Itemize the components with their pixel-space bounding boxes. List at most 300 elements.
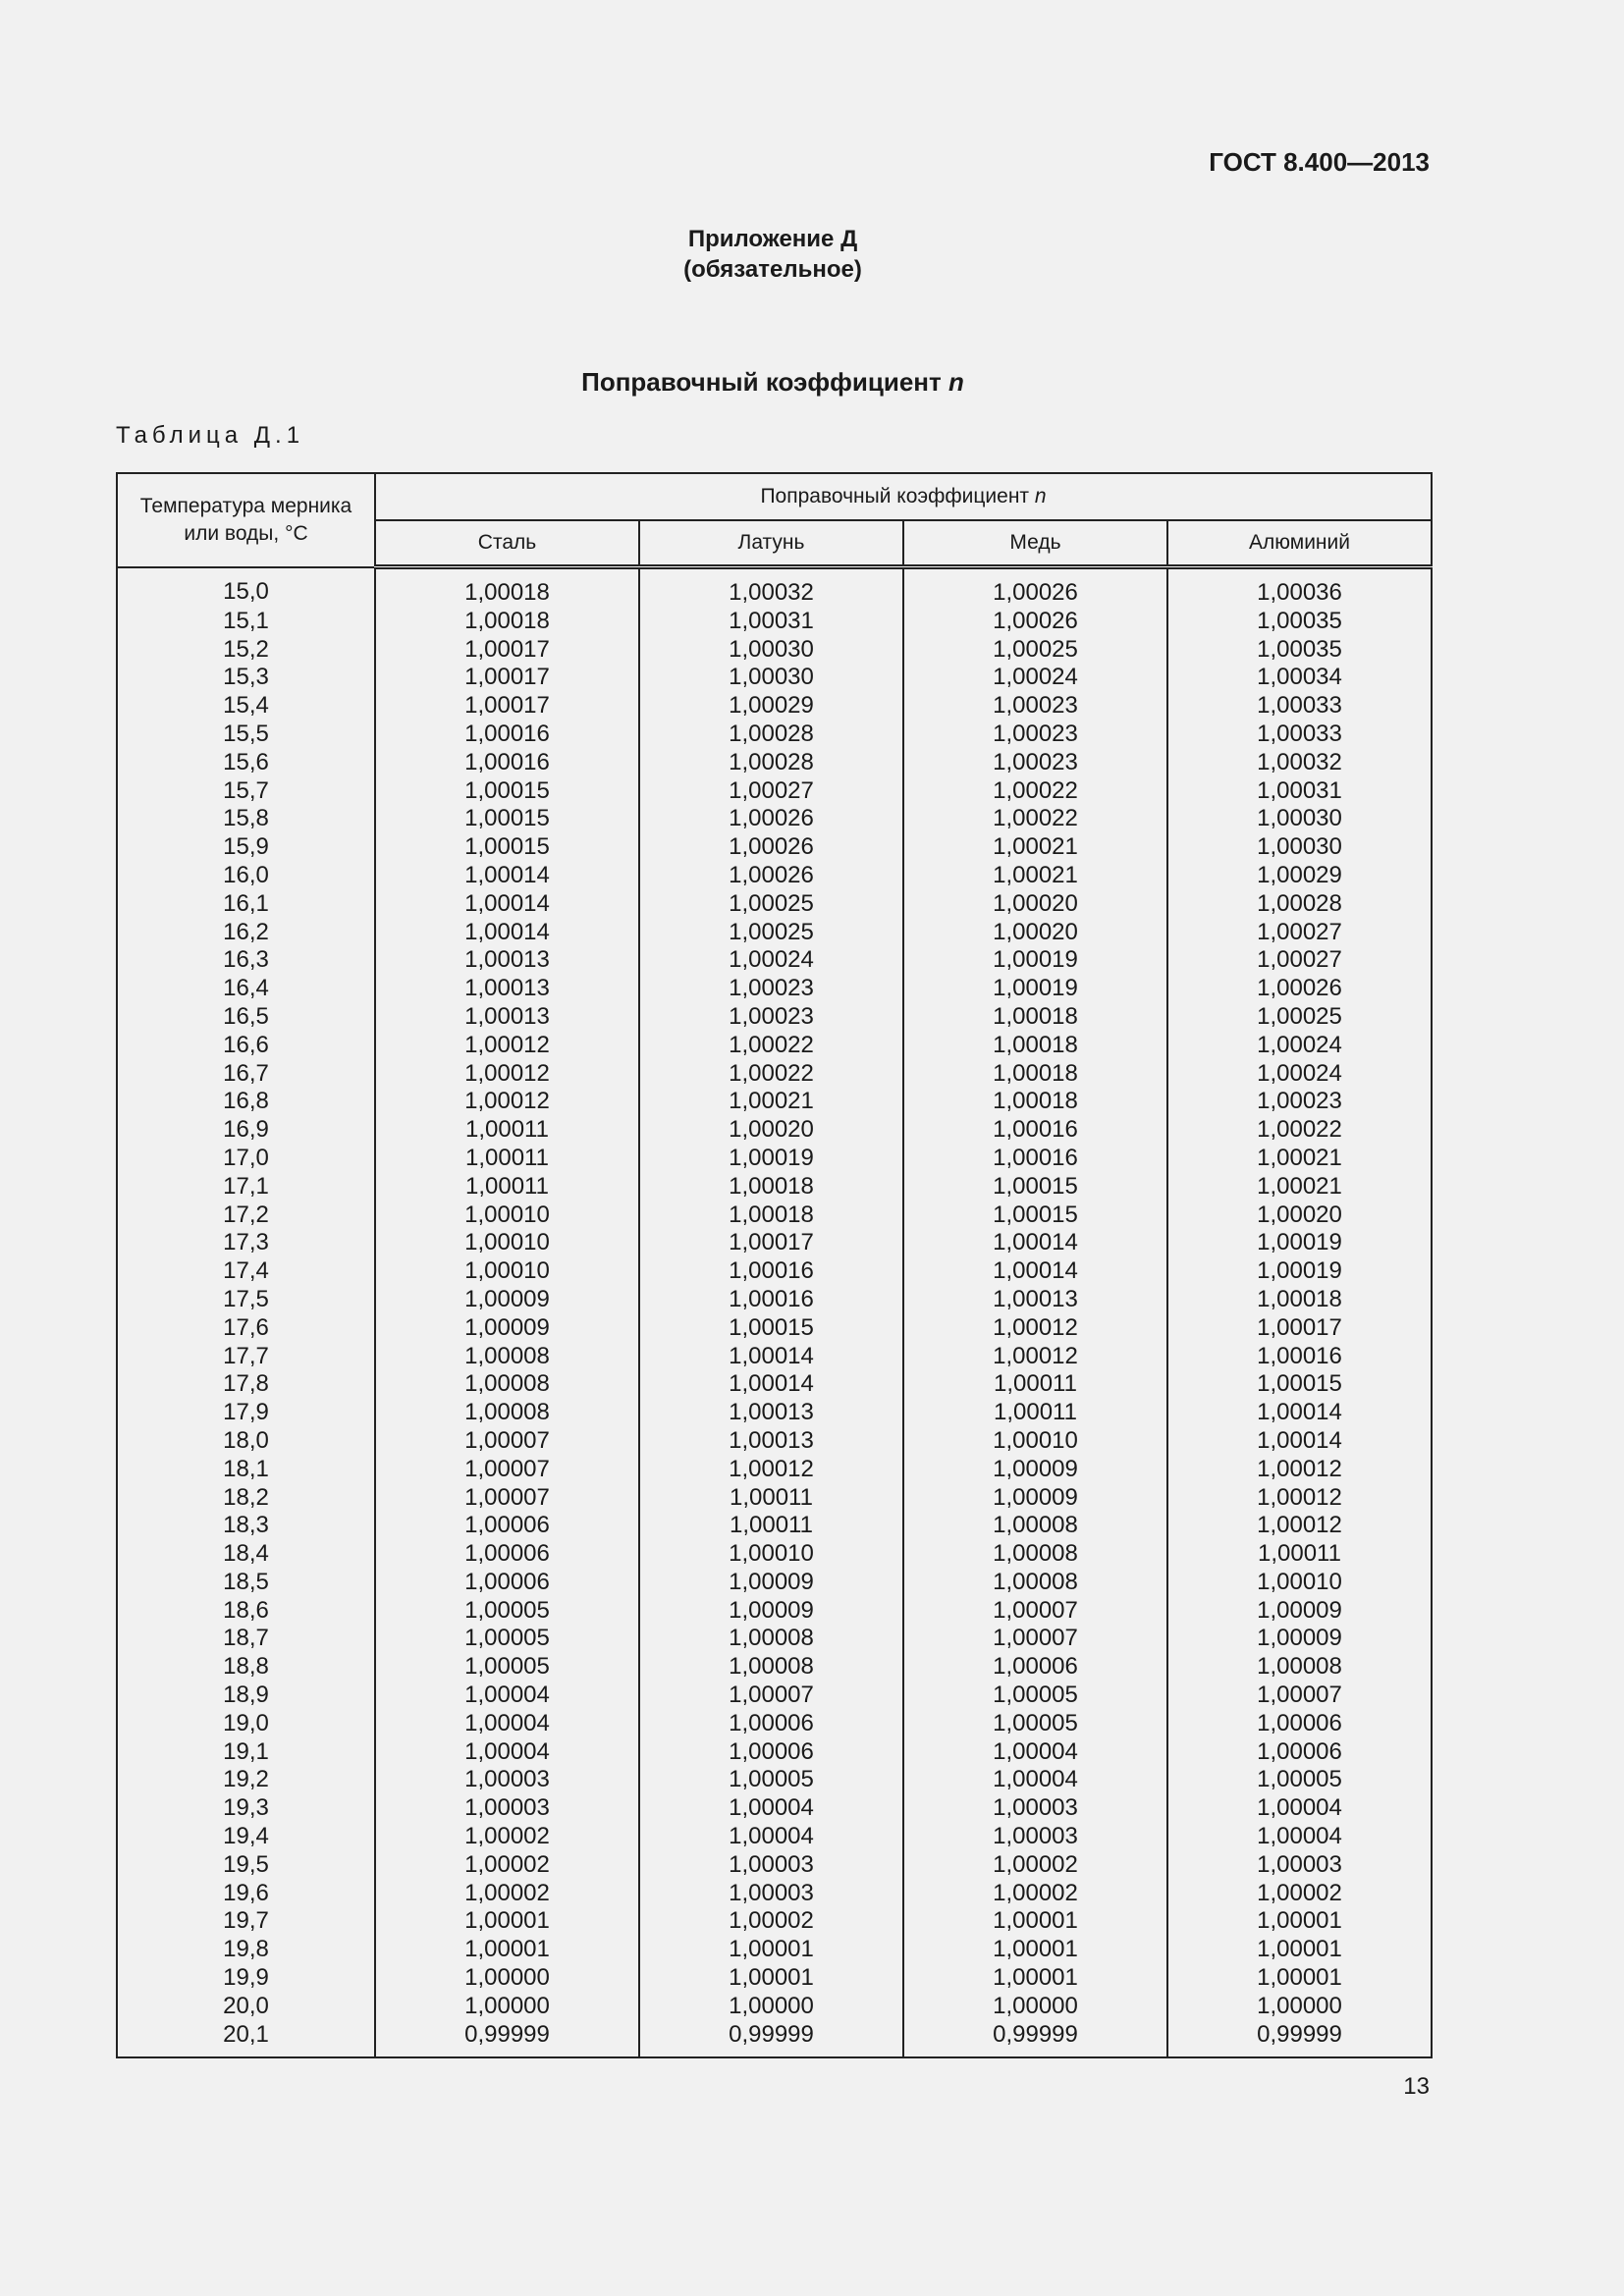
cell-steel: 0,99999 [375, 2021, 639, 2058]
cell-copper: 1,00004 [903, 1738, 1167, 1767]
cell-temperature: 15,4 [117, 692, 375, 721]
cell-temperature: 19,5 [117, 1851, 375, 1880]
cell-temperature: 19,2 [117, 1766, 375, 1794]
table-row [117, 1286, 1432, 1314]
cell-temperature: 16,2 [117, 919, 375, 947]
cell-steel: 1,00005 [375, 1653, 639, 1682]
cell-copper: 1,00008 [903, 1512, 1167, 1540]
appendix-heading [0, 224, 1545, 285]
cell-copper: 1,00011 [903, 1370, 1167, 1399]
cell-aluminium: 1,00024 [1167, 1060, 1432, 1089]
table-label: Таблица Д.1 [116, 422, 305, 449]
table-row [117, 636, 1432, 665]
cell-temperature: 19,1 [117, 1738, 375, 1767]
cell-temperature: 17,3 [117, 1229, 375, 1257]
cell-aluminium: 1,00030 [1167, 833, 1432, 862]
cell-copper: 1,00015 [903, 1201, 1167, 1230]
cell-steel: 1,00001 [375, 1907, 639, 1936]
cell-aluminium: 1,00021 [1167, 1145, 1432, 1173]
cell-brass: 1,00023 [639, 1003, 903, 1032]
cell-copper: 1,00025 [903, 636, 1167, 665]
cell-steel: 1,00002 [375, 1823, 639, 1851]
cell-steel: 1,00009 [375, 1286, 639, 1314]
cell-brass: 1,00009 [639, 1569, 903, 1597]
cell-brass: 1,00012 [639, 1456, 903, 1484]
cell-temperature: 18,7 [117, 1625, 375, 1653]
cell-brass: 1,00029 [639, 692, 903, 721]
cell-brass: 1,00028 [639, 749, 903, 777]
cell-aluminium: 1,00003 [1167, 1851, 1432, 1880]
cell-brass: 1,00004 [639, 1794, 903, 1823]
cell-copper: 1,00022 [903, 777, 1167, 806]
cell-copper: 1,00005 [903, 1710, 1167, 1738]
cell-copper: 1,00001 [903, 1936, 1167, 1964]
cell-steel: 1,00008 [375, 1370, 639, 1399]
cell-temperature: 19,7 [117, 1907, 375, 1936]
coefficient-group-header [375, 473, 1432, 520]
cell-steel: 1,00017 [375, 636, 639, 665]
cell-steel: 1,00002 [375, 1880, 639, 1908]
cell-temperature: 15,7 [117, 777, 375, 806]
table-row [117, 1569, 1432, 1597]
cell-temperature: 16,4 [117, 975, 375, 1003]
table-row [117, 1512, 1432, 1540]
cell-copper: 1,00003 [903, 1794, 1167, 1823]
cell-steel: 1,00002 [375, 1851, 639, 1880]
cell-brass: 1,00023 [639, 975, 903, 1003]
cell-temperature: 18,2 [117, 1484, 375, 1513]
cell-aluminium: 1,00035 [1167, 608, 1432, 636]
table-row [117, 1427, 1432, 1456]
cell-brass: 1,00006 [639, 1710, 903, 1738]
cell-aluminium: 1,00012 [1167, 1456, 1432, 1484]
cell-steel: 1,00011 [375, 1116, 639, 1145]
cell-aluminium: 0,99999 [1167, 2021, 1432, 2058]
cell-copper: 1,00023 [903, 749, 1167, 777]
cell-copper: 1,00020 [903, 890, 1167, 919]
cell-copper: 1,00011 [903, 1399, 1167, 1427]
cell-brass: 1,00013 [639, 1427, 903, 1456]
cell-steel: 1,00006 [375, 1512, 639, 1540]
cell-brass: 1,00025 [639, 919, 903, 947]
table-row [117, 1257, 1432, 1286]
table-row [117, 1088, 1432, 1116]
cell-brass: 1,00003 [639, 1851, 903, 1880]
cell-steel: 1,00017 [375, 664, 639, 692]
cell-brass: 1,00030 [639, 636, 903, 665]
cell-steel: 1,00013 [375, 946, 639, 975]
table-row [117, 946, 1432, 975]
cell-brass: 1,00026 [639, 862, 903, 890]
column-header-steel: Сталь [375, 520, 639, 567]
appendix-title: Приложение Д [687, 226, 858, 252]
cell-temperature: 19,8 [117, 1936, 375, 1964]
cell-temperature: 15,9 [117, 833, 375, 862]
cell-steel: 1,00004 [375, 1710, 639, 1738]
cell-aluminium: 1,00030 [1167, 805, 1432, 833]
column-header-copper: Медь [903, 520, 1167, 567]
cell-aluminium: 1,00012 [1167, 1484, 1432, 1513]
cell-temperature: 18,0 [117, 1427, 375, 1456]
cell-aluminium: 1,00004 [1167, 1794, 1432, 1823]
cell-brass: 1,00014 [639, 1343, 903, 1371]
table-row [117, 721, 1432, 749]
cell-copper: 1,00000 [903, 1993, 1167, 2021]
cell-steel: 1,00007 [375, 1484, 639, 1513]
table-row [117, 1370, 1432, 1399]
cell-temperature: 17,9 [117, 1399, 375, 1427]
cell-copper: 1,00004 [903, 1766, 1167, 1794]
table-row [117, 1625, 1432, 1653]
table-row [117, 608, 1432, 636]
cell-copper: 1,00007 [903, 1597, 1167, 1626]
cell-steel: 1,00011 [375, 1145, 639, 1173]
cell-temperature: 17,5 [117, 1286, 375, 1314]
cell-steel: 1,00013 [375, 1003, 639, 1032]
table-row [117, 862, 1432, 890]
cell-copper: 1,00016 [903, 1145, 1167, 1173]
cell-copper: 1,00019 [903, 946, 1167, 975]
cell-steel: 1,00004 [375, 1738, 639, 1767]
cell-copper: 0,99999 [903, 2021, 1167, 2058]
table-row [117, 1653, 1432, 1682]
cell-brass: 1,00015 [639, 1314, 903, 1343]
table-row [117, 1399, 1432, 1427]
cell-steel: 1,00010 [375, 1229, 639, 1257]
cell-aluminium: 1,00021 [1167, 1173, 1432, 1201]
cell-brass: 1,00016 [639, 1257, 903, 1286]
cell-aluminium: 1,00006 [1167, 1710, 1432, 1738]
cell-aluminium: 1,00026 [1167, 975, 1432, 1003]
cell-brass: 1,00018 [639, 1173, 903, 1201]
cell-steel: 1,00018 [375, 608, 639, 636]
cell-temperature: 18,4 [117, 1540, 375, 1569]
table-row [117, 1484, 1432, 1513]
cell-steel: 1,00003 [375, 1794, 639, 1823]
cell-brass: 1,00013 [639, 1399, 903, 1427]
coefficient-header-text: Поправочный коэффициент [760, 485, 1035, 507]
cell-aluminium: 1,00031 [1167, 777, 1432, 806]
cell-temperature: 19,9 [117, 1964, 375, 1993]
cell-temperature: 15,3 [117, 664, 375, 692]
cell-brass: 1,00026 [639, 833, 903, 862]
cell-temperature: 15,6 [117, 749, 375, 777]
cell-copper: 1,00026 [903, 567, 1167, 608]
cell-aluminium: 1,00022 [1167, 1116, 1432, 1145]
cell-aluminium: 1,00035 [1167, 636, 1432, 665]
cell-copper: 1,00012 [903, 1343, 1167, 1371]
cell-aluminium: 1,00027 [1167, 919, 1432, 947]
cell-brass: 1,00011 [639, 1512, 903, 1540]
cell-temperature: 18,3 [117, 1512, 375, 1540]
cell-aluminium: 1,00025 [1167, 1003, 1432, 1032]
cell-brass: 0,99999 [639, 2021, 903, 2058]
cell-steel: 1,00007 [375, 1456, 639, 1484]
cell-brass: 1,00020 [639, 1116, 903, 1145]
table-row [117, 919, 1432, 947]
cell-aluminium: 1,00001 [1167, 1964, 1432, 1993]
cell-steel: 1,00008 [375, 1343, 639, 1371]
cell-temperature: 17,7 [117, 1343, 375, 1371]
cell-temperature: 16,0 [117, 862, 375, 890]
cell-steel: 1,00010 [375, 1257, 639, 1286]
cell-brass: 1,00011 [639, 1484, 903, 1513]
cell-temperature: 17,8 [117, 1370, 375, 1399]
temperature-header-line2: или воды, °С [184, 521, 308, 545]
cell-copper: 1,00023 [903, 721, 1167, 749]
cell-brass: 1,00024 [639, 946, 903, 975]
cell-steel: 1,00015 [375, 833, 639, 862]
cell-copper: 1,00003 [903, 1823, 1167, 1851]
cell-steel: 1,00014 [375, 890, 639, 919]
cell-temperature: 19,0 [117, 1710, 375, 1738]
cell-steel: 1,00001 [375, 1936, 639, 1964]
cell-temperature: 17,0 [117, 1145, 375, 1173]
document-code: ГОСТ 8.400—2013 [1209, 147, 1430, 177]
cell-steel: 1,00015 [375, 777, 639, 806]
cell-brass: 1,00004 [639, 1823, 903, 1851]
cell-copper: 1,00018 [903, 1060, 1167, 1089]
cell-steel: 1,00007 [375, 1427, 639, 1456]
cell-copper: 1,00009 [903, 1456, 1167, 1484]
cell-temperature: 17,2 [117, 1201, 375, 1230]
cell-copper: 1,00010 [903, 1427, 1167, 1456]
cell-aluminium: 1,00018 [1167, 1286, 1432, 1314]
cell-brass: 1,00003 [639, 1880, 903, 1908]
cell-aluminium: 1,00000 [1167, 1993, 1432, 2021]
table-row [117, 1794, 1432, 1823]
cell-aluminium: 1,00020 [1167, 1201, 1432, 1230]
cell-aluminium: 1,00034 [1167, 664, 1432, 692]
correction-coefficient-table [116, 472, 1433, 2058]
cell-copper: 1,00016 [903, 1116, 1167, 1145]
table-row [117, 1738, 1432, 1767]
cell-steel: 1,00004 [375, 1682, 639, 1710]
table-row [117, 777, 1432, 806]
cell-aluminium: 1,00009 [1167, 1597, 1432, 1626]
cell-brass: 1,00009 [639, 1597, 903, 1626]
cell-steel: 1,00013 [375, 975, 639, 1003]
cell-aluminium: 1,00024 [1167, 1032, 1432, 1060]
cell-aluminium: 1,00019 [1167, 1229, 1432, 1257]
table-row [117, 664, 1432, 692]
cell-temperature: 20,1 [117, 2021, 375, 2058]
cell-aluminium: 1,00019 [1167, 1257, 1432, 1286]
cell-brass: 1,00018 [639, 1201, 903, 1230]
cell-copper: 1,00018 [903, 1003, 1167, 1032]
cell-aluminium: 1,00023 [1167, 1088, 1432, 1116]
cell-temperature: 18,5 [117, 1569, 375, 1597]
cell-brass: 1,00031 [639, 608, 903, 636]
cell-aluminium: 1,00015 [1167, 1370, 1432, 1399]
cell-copper: 1,00014 [903, 1229, 1167, 1257]
cell-brass: 1,00022 [639, 1060, 903, 1089]
cell-aluminium: 1,00027 [1167, 946, 1432, 975]
cell-brass: 1,00030 [639, 664, 903, 692]
cell-copper: 1,00026 [903, 608, 1167, 636]
column-header-brass: Латунь [639, 520, 903, 567]
cell-temperature: 18,6 [117, 1597, 375, 1626]
table-row [117, 1766, 1432, 1794]
cell-aluminium: 1,00001 [1167, 1907, 1432, 1936]
cell-aluminium: 1,00029 [1167, 862, 1432, 890]
cell-aluminium: 1,00006 [1167, 1738, 1432, 1767]
cell-steel: 1,00000 [375, 1964, 639, 1993]
section-title-text: Поправочный коэффициент [581, 367, 948, 397]
cell-copper: 1,00022 [903, 805, 1167, 833]
cell-steel: 1,00010 [375, 1201, 639, 1230]
cell-steel: 1,00005 [375, 1625, 639, 1653]
cell-steel: 1,00005 [375, 1597, 639, 1626]
table-row [117, 890, 1432, 919]
cell-temperature: 20,0 [117, 1993, 375, 2021]
cell-steel: 1,00012 [375, 1088, 639, 1116]
cell-temperature: 15,5 [117, 721, 375, 749]
cell-temperature: 16,6 [117, 1032, 375, 1060]
cell-aluminium: 1,00011 [1167, 1540, 1432, 1569]
cell-steel: 1,00014 [375, 862, 639, 890]
cell-aluminium: 1,00004 [1167, 1823, 1432, 1851]
cell-aluminium: 1,00005 [1167, 1766, 1432, 1794]
table-row [117, 1229, 1432, 1257]
table-body [117, 567, 1432, 2058]
appendix-status: (обязательное) [683, 256, 862, 283]
cell-temperature: 16,3 [117, 946, 375, 975]
cell-copper: 1,00001 [903, 1964, 1167, 1993]
table-row [117, 567, 1432, 608]
cell-brass: 1,00002 [639, 1907, 903, 1936]
cell-copper: 1,00019 [903, 975, 1167, 1003]
table-row [117, 1907, 1432, 1936]
cell-aluminium: 1,00008 [1167, 1653, 1432, 1682]
table-row [117, 749, 1432, 777]
cell-brass: 1,00005 [639, 1766, 903, 1794]
cell-temperature: 17,4 [117, 1257, 375, 1286]
table-row [117, 1597, 1432, 1626]
cell-steel: 1,00017 [375, 692, 639, 721]
cell-aluminium: 1,00033 [1167, 721, 1432, 749]
cell-copper: 1,00018 [903, 1088, 1167, 1116]
cell-brass: 1,00027 [639, 777, 903, 806]
table-row [117, 833, 1432, 862]
cell-aluminium: 1,00033 [1167, 692, 1432, 721]
cell-temperature: 16,5 [117, 1003, 375, 1032]
table-row [117, 1540, 1432, 1569]
table-row [117, 1993, 1432, 2021]
cell-steel: 1,00016 [375, 721, 639, 749]
cell-copper: 1,00021 [903, 833, 1167, 862]
cell-brass: 1,00025 [639, 890, 903, 919]
table-row [117, 1116, 1432, 1145]
table-row [117, 1032, 1432, 1060]
cell-copper: 1,00006 [903, 1653, 1167, 1682]
table-row [117, 1456, 1432, 1484]
table-row [117, 2021, 1432, 2058]
cell-aluminium: 1,00032 [1167, 749, 1432, 777]
cell-aluminium: 1,00016 [1167, 1343, 1432, 1371]
table-row [117, 805, 1432, 833]
cell-temperature: 18,9 [117, 1682, 375, 1710]
cell-copper: 1,00005 [903, 1682, 1167, 1710]
cell-brass: 1,00028 [639, 721, 903, 749]
cell-temperature: 16,1 [117, 890, 375, 919]
cell-brass: 1,00017 [639, 1229, 903, 1257]
cell-brass: 1,00006 [639, 1738, 903, 1767]
cell-steel: 1,00018 [375, 567, 639, 608]
cell-brass: 1,00021 [639, 1088, 903, 1116]
table-row [117, 975, 1432, 1003]
cell-brass: 1,00001 [639, 1964, 903, 1993]
temperature-header-line1: Температура мерника [139, 494, 352, 517]
table-row [117, 1201, 1432, 1230]
page-number: 13 [1403, 2073, 1430, 2100]
cell-brass: 1,00022 [639, 1032, 903, 1060]
column-header-aluminium: Алюминий [1167, 520, 1432, 567]
table-row [117, 1936, 1432, 1964]
cell-copper: 1,00008 [903, 1540, 1167, 1569]
cell-copper: 1,00015 [903, 1173, 1167, 1201]
cell-steel: 1,00009 [375, 1314, 639, 1343]
cell-copper: 1,00012 [903, 1314, 1167, 1343]
table-row [117, 1851, 1432, 1880]
cell-steel: 1,00011 [375, 1173, 639, 1201]
cell-copper: 1,00001 [903, 1907, 1167, 1936]
table-row [117, 1343, 1432, 1371]
cell-temperature: 16,7 [117, 1060, 375, 1089]
cell-aluminium: 1,00010 [1167, 1569, 1432, 1597]
section-title [0, 367, 1545, 398]
cell-copper: 1,00024 [903, 664, 1167, 692]
table-row [117, 1682, 1432, 1710]
cell-steel: 1,00012 [375, 1032, 639, 1060]
cell-brass: 1,00010 [639, 1540, 903, 1569]
cell-copper: 1,00002 [903, 1880, 1167, 1908]
cell-copper: 1,00013 [903, 1286, 1167, 1314]
cell-temperature: 18,1 [117, 1456, 375, 1484]
cell-aluminium: 1,00014 [1167, 1399, 1432, 1427]
cell-temperature: 15,0 [117, 567, 375, 608]
cell-brass: 1,00008 [639, 1625, 903, 1653]
cell-copper: 1,00014 [903, 1257, 1167, 1286]
cell-temperature: 16,9 [117, 1116, 375, 1145]
table-row [117, 692, 1432, 721]
cell-brass: 1,00008 [639, 1653, 903, 1682]
cell-aluminium: 1,00002 [1167, 1880, 1432, 1908]
cell-brass: 1,00016 [639, 1286, 903, 1314]
section-title-symbol: n [947, 367, 964, 397]
cell-temperature: 19,4 [117, 1823, 375, 1851]
table-row [117, 1964, 1432, 1993]
cell-copper: 1,00023 [903, 692, 1167, 721]
coefficient-header-symbol: n [1034, 485, 1047, 507]
cell-temperature: 15,2 [117, 636, 375, 665]
cell-steel: 1,00006 [375, 1569, 639, 1597]
table-row [117, 1003, 1432, 1032]
cell-temperature: 18,8 [117, 1653, 375, 1682]
cell-aluminium: 1,00012 [1167, 1512, 1432, 1540]
cell-steel: 1,00008 [375, 1399, 639, 1427]
cell-aluminium: 1,00017 [1167, 1314, 1432, 1343]
cell-temperature: 16,8 [117, 1088, 375, 1116]
table-row [117, 1060, 1432, 1089]
cell-steel: 1,00012 [375, 1060, 639, 1089]
cell-steel: 1,00014 [375, 919, 639, 947]
table-row [117, 1145, 1432, 1173]
cell-temperature: 15,1 [117, 608, 375, 636]
cell-brass: 1,00014 [639, 1370, 903, 1399]
cell-temperature: 15,8 [117, 805, 375, 833]
table-row [117, 1314, 1432, 1343]
